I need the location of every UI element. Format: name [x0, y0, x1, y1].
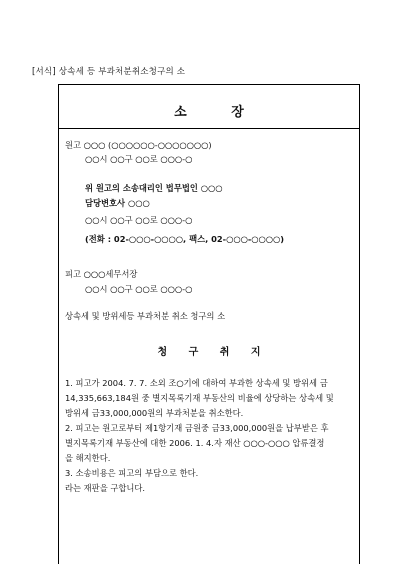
claim-item-2-line-1: 2. 피고는 원고로부터 제1항기재 금원중 금33,000,000원을 납부받은 후	[65, 423, 329, 433]
case-name-line: 상속세 및 방위세등 부과처분 취소 청구의 소	[65, 311, 226, 321]
claim-item-3: 3. 소송비용은 피고의 부담으로 한다.	[65, 468, 199, 478]
claim-item-1-line-3: 방위세 금33,000,000원의 부과처분을 취소한다.	[65, 408, 244, 418]
claim-item-2-line-2: 별지목록기재 부동산에 대한 2006. 1. 4.자 재산 ○○○-○○○ 압류결정	[65, 438, 325, 448]
plaintiff-address-line: ○○시 ○○구 ○○로 ○○○-○	[85, 154, 193, 164]
claim-item-1-line-2: 14,335,663,184원 중 별지목록기재 부동산의 비율에 상당하는 상속세 및	[65, 393, 334, 403]
defendant-address-line: ○○시 ○○구 ○○로 ○○○-○	[85, 284, 193, 294]
document-title: 소 장	[174, 105, 264, 120]
attorney-contact-line: (전화 : 02-○○○-○○○○, 팩스, 02-○○○-○○○○)	[85, 234, 285, 244]
document-form-header: [서식] 상속세 등 부과처분취소청구의 소	[32, 67, 186, 77]
claim-item-1-line-1: 1. 피고가 2004. 7. 7. 소외 조○기에 대하여 부과한 상속세 및 방위세 금	[65, 378, 328, 388]
defendant-name-line: 피고 ○○○세무서장	[65, 269, 138, 279]
complaint-document-frame	[58, 84, 360, 564]
plaintiff-name-line: 원고 ○○○ (○○○○○○-○○○○○○○)	[65, 140, 212, 150]
claim-item-2-line-3: 을 해지한다.	[65, 453, 111, 463]
attorney-address-line: ○○시 ○○구 ○○로 ○○○-○	[85, 215, 193, 225]
title-divider	[59, 128, 359, 129]
attorney-name-line: 담당변호사 ○○○	[85, 198, 150, 208]
attorney-firm-line: 위 원고의 소송대리인 법무법인 ○○○	[85, 183, 223, 193]
claims-subtitle: 청 구 취 지	[157, 347, 270, 358]
claims-closing-line: 라는 재판을 구합니다.	[65, 483, 146, 493]
